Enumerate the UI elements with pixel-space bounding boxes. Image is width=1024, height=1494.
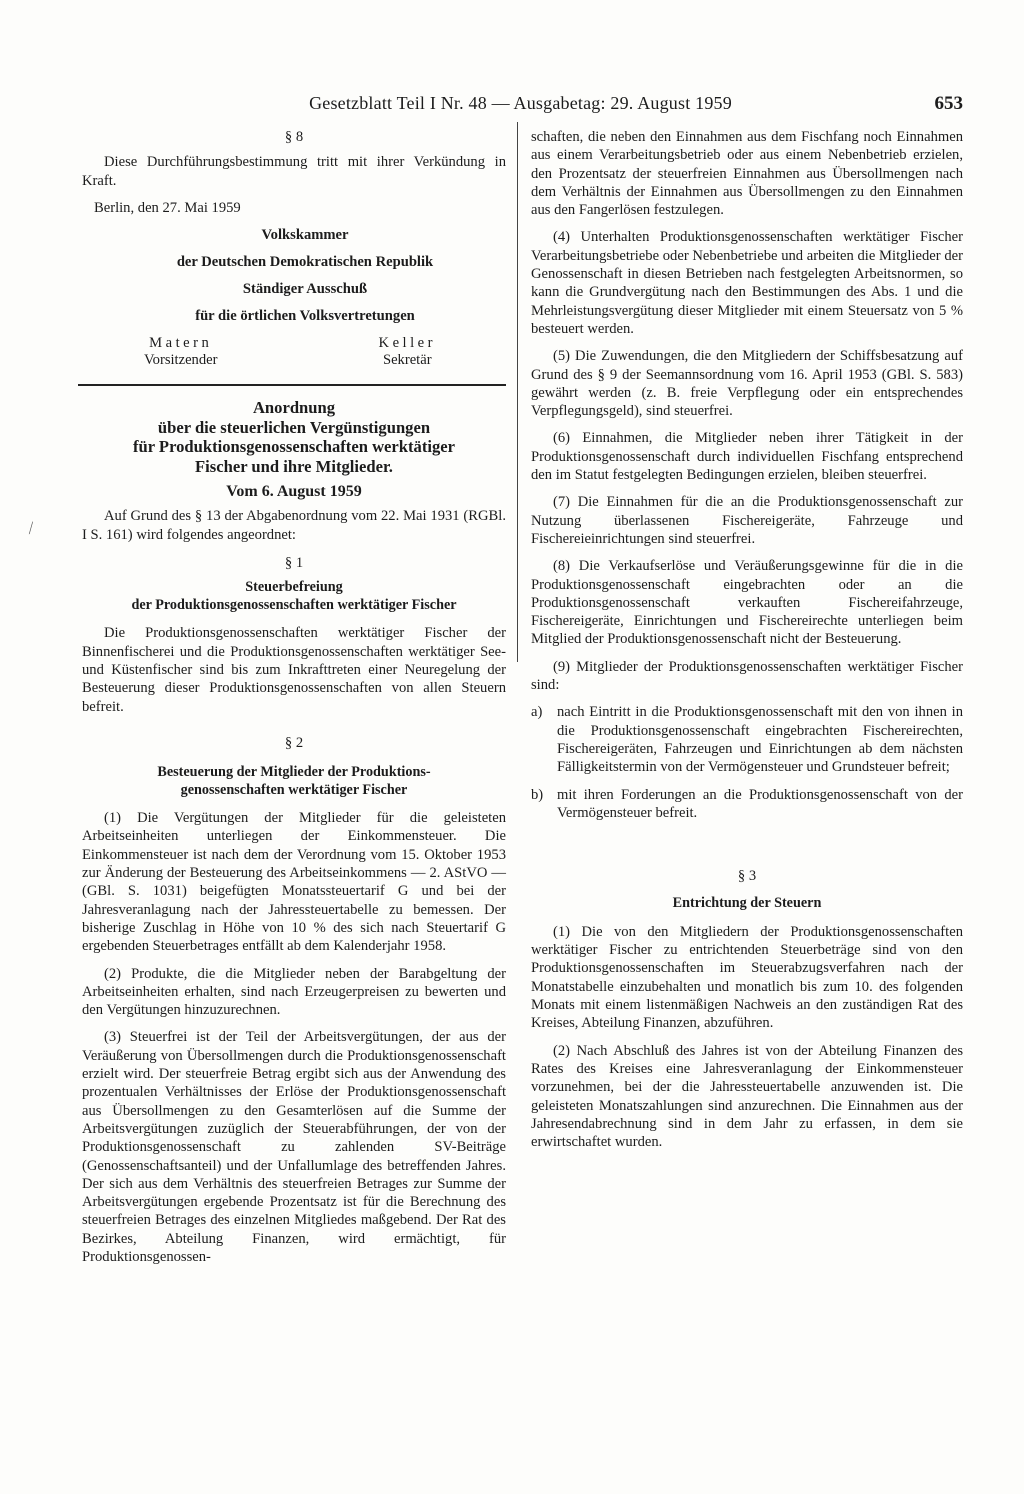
section-2-para-1: (1) Die Vergütungen der Mitglieder für die geleisteten Arbeitseinheiten unterliegen der Einkommensteuer. Die Einkommensteuer ist nach dem der Verordnung vom 15. Oktober 1953 zur Änderung der Besteuerung des Arbeitseinkommens — 2. AStVO — (GBl. S. 1031) beigefügten Monatssteuertarif G und bei der Jahresveranlagung nach der Jahressteuertabelle zu bemessen. Der bisherige Zuschlag in Höhe von 10 % des sich nach Steuertarif G ergebenden Steuerbetrages entfällt ab dem Kalenderjahr 1958.: [82, 810, 506, 955]
section-1-text: Die Produktionsgenossenschaften werktätiger Fischer der Binnenfischerei und die Produktionsgenossenschaften werktätiger See- und Küstenfischer sind bis zum Inkrafttreten einer Neuregelung der Besteuerung dieser Produktionsgenossenschaften von allen Steuern befreit.: [82, 625, 506, 715]
ordinance-title-line-2: über die steuerlichen Vergünstigungen: [157, 417, 431, 437]
section-3-title: Entrichtung der Steuern: [672, 895, 822, 912]
left-column: [82, 128, 506, 1275]
org-line-4: für die örtlichen Volksvertretungen: [195, 308, 415, 325]
ordinance-date: Vom 6. August 1959: [226, 483, 362, 501]
org-line-1: Volkskammer: [261, 227, 349, 244]
section-2-para-6: (6) Einnahmen, die Mitglieder neben ihrer Tätigkeit in der Produktionsgenossenschaft durch individuellen Fischfang entsprechend den im Statut festgelegten Bedingungen erzielen, bleiben steuerfrei.: [531, 430, 963, 484]
list-item: [531, 703, 963, 776]
list-item-text: nach Eintritt in die Produktionsgenossenschaft mit den von ihnen in die Produktionsgenossenschaft eingebrachten Fischereirechten, Fischereigeräten, Fahrzeugen und Einrichtungen ab dem nächsten Fälligkeitstermin von der Vermögensteuer und Grundsteuer befreit;: [557, 704, 963, 776]
section-2-para-3: (3) Steuerfrei ist der Teil der Arbeitsvergütungen, der aus der Veräußerung von Übersollmengen durch die Produktionsgenossenschaft erzielt wird. Der steuerfreie Betrag ergibt sich aus der Anwendung des prozentualen Verhältnisses der Erlöse der Produktionsgenossenschaft aus Übersollmengen zu den Gesamterlösen auf die Summe der Arbeitsvergütungen zuzüglich der Steuerabführungen, der von der Produktionsgenossenschaft zu zahlenden SV-Beiträge (Genossenschaftsanteil) und der Unfallumlage des betreffenden Jahres. Der sich aus dem Verhältnis des steuerfreien Betrages zur Summe der Arbeitsvergütungen ergebende Prozentsatz ist für die Berechnung des steuerfreien Betrages des einzelnen Mitgliedes maßgebend. Der Rat des Bezirkes, Abteilung Finanzen, wird ermächtigt, für Produktionsgenossen-: [82, 1029, 506, 1265]
list-item-label: a): [531, 704, 543, 721]
ordinance-title-line-1: Anordnung: [252, 398, 336, 418]
list-item: [531, 786, 963, 823]
section-3-heading: § 3: [737, 868, 757, 885]
section-1-heading: § 1: [284, 555, 304, 572]
section-2-para-5: (5) Die Zuwendungen, die den Mitgliedern der Schiffsbesatzung auf Grund des § 9 der Seemannsordnung vom 16. April 1953 (GBl. S. 583) gewährt werden (z. B. freie Verpflegung oder ein entsprechendes Verpflegungsgeld), sind steuerfrei.: [531, 348, 963, 420]
header-title: Gesetzblatt Teil I Nr. 48 — Ausgabetag: 29. August 1959: [309, 93, 732, 113]
section-2-para-8: (8) Die Verkaufserlöse und Veräußerungsgewinne für die in die Produktionsgenossenschaft eingebrachten oder an die Produktionsgenossenschaft verkauften Fischereifahrzeuge, Fischereigeräte, Einrichtungen und Fischereirechte unterliegen beim Mitglied der Produktionsgenossenschaft nicht der Besteuerung.: [531, 558, 963, 648]
section-8-text: Diese Durchführungsbestimmung tritt mit ihrer Verkündung in Kraft.: [82, 154, 506, 189]
preamble: Auf Grund des § 13 der Abgabenordnung vom 22. Mai 1931 (RGBl. I S. 161) wird folgendes angeordnet:: [82, 508, 506, 543]
section-8-heading: § 8: [284, 129, 304, 145]
horizontal-rule: [78, 384, 506, 386]
signatures: [82, 335, 506, 369]
section-3-para-2: (2) Nach Abschluß des Jahres ist von der Abteilung Finanzen des Rates des Kreises eine Jahresveranlagung der Einkommensteuer vorzunehmen, bei der die Jahressteuertabelle anzuwenden ist. Die geleisteten Monatszahlungen sind anzurechnen. Die Einnahmen aus der Jahresendabrechnung sind in dem Jahr zu erfassen, in dem sie erwirtschaftet wurden.: [531, 1042, 963, 1151]
secretary-name: Keller: [378, 335, 436, 352]
section-2-heading: § 2: [284, 734, 304, 751]
signature-secretary: [379, 335, 436, 369]
chair-name: Matern: [149, 335, 213, 352]
section-1-title-line-1: Steuerbefreiung: [245, 579, 343, 596]
section-1-title-line-2: der Produktionsgenossenschaften werktätiger Fischer: [131, 596, 457, 613]
column-divider: [517, 122, 518, 662]
section-2-title: [82, 764, 506, 799]
ordinance-title-line-3: für Produktionsgenossenschaften werktätiger: [132, 437, 456, 457]
section-2-para-7: (7) Die Einnahmen für die an die Produktionsgenossenschaft zur Nutzung überlassenen Fischereigeräte, Fahrzeuge und Fischereieinrichtungen sind steuerfrei.: [531, 494, 963, 547]
ordinance-title: [82, 398, 506, 476]
section-2-para-2: (2) Produkte, die die Mitglieder neben der Barabgeltung der Arbeitseinheiten erhalten, sind nach Erzeugerpreisen zu bewerten und den Vergütungen hinzuzurechnen.: [82, 965, 506, 1019]
page-number: 653: [934, 93, 963, 114]
section-2-title-line-2: genossenschaften werktätiger Fischer: [180, 781, 408, 798]
signature-block: [82, 226, 506, 369]
section-2-title-line-1: Besteuerung der Mitglieder der Produktions-: [157, 764, 431, 781]
list-item-text: mit ihren Forderungen an die Produktionsgenossenschaft von der Vermögensteuer befreit.: [557, 786, 963, 821]
section-3-para-1: (1) Die von den Mitgliedern der Produktionsgenossenschaften werktätiger Fischer zu entrichtenden Steuerbeträge sind von den Produktionsgenossenschaften im Steuerabzugsverfahren nach der Monatstabelle einzubehalten und monatlich bis zum 10. des folgenden Monats mit einem listenmäßigen Nachweis an den zuständigen Rat des Kreises, Abteilung Finanzen, abzuführen.: [531, 923, 963, 1032]
section-1-title: [82, 579, 506, 614]
signature-chair: [144, 335, 218, 369]
section-2-para-3-continued: schaften, die neben den Einnahmen aus dem Fischfang noch Einnahmen aus einem Verarbeitungsbetrieb oder aus einem Nebenbetrieb erzielen, den Prozentsatz der steuerfreien Einnahmen aus Übersollmengen nach dem Verhältnis der Einnahmen aus Übersollmengen zu den Einnahmen aus den Fangerlösen festzulegen.: [531, 129, 963, 219]
org-line-2: der Deutschen Demokratischen Republik: [176, 254, 434, 271]
right-column: [531, 128, 963, 1160]
margin-mark: ⁄: [27, 520, 36, 537]
chair-role: Vorsitzender: [144, 352, 218, 369]
list-item-label: b): [531, 786, 544, 803]
page-header: [78, 93, 963, 119]
secretary-role: Sekretär: [382, 352, 432, 369]
section-2-para-4: (4) Unterhalten Produktionsgenossenschaften werktätiger Fischer Verarbeitungsbetriebe oder Nebenbetriebe und arbeiten die Mitglieder der Genossenschaft in diesen Betrieben nach festgelegten Arbeitsnormen, so kann die Grundvergütung nach den Bestimmungen des Abs. 1 und die Mehrleistungsvergütung dieser Mitglieder mit einem Steuersatz von 5 % besteuert werden.: [531, 229, 963, 337]
ordinance-title-line-4: Fischer und ihre Mitglieder.: [195, 456, 393, 476]
section-2-para-9: (9) Mitglieder der Produktionsgenossenschaften werktätiger Fischer sind:: [531, 658, 963, 694]
dateline: Berlin, den 27. Mai 1959: [94, 199, 241, 216]
org-line-3: Ständiger Ausschuß: [242, 281, 368, 298]
